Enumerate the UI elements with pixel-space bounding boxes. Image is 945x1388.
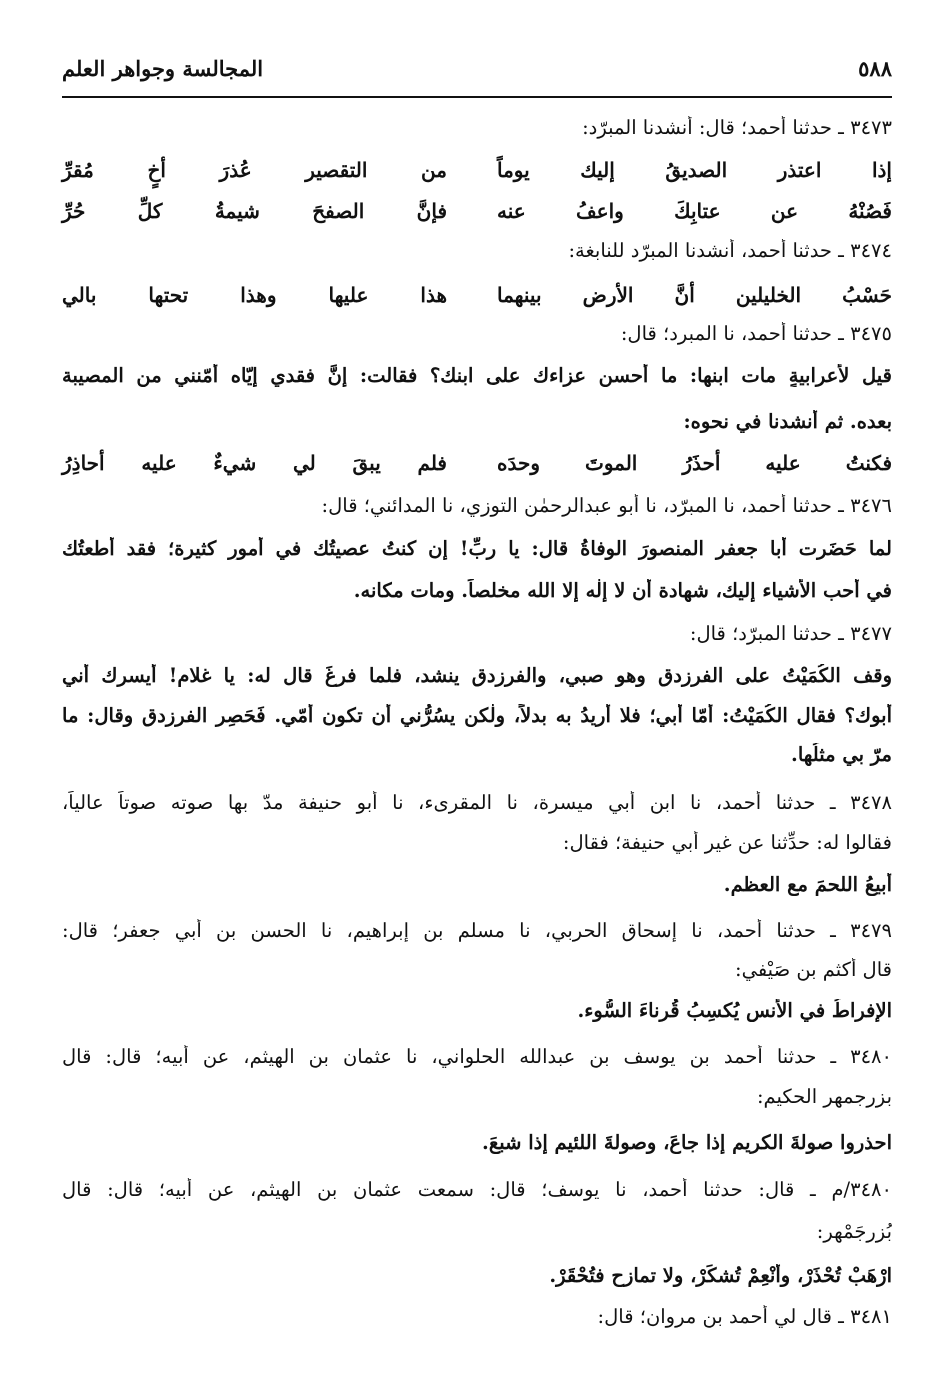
page-header [62, 52, 892, 88]
header-rule [62, 96, 892, 98]
isnad-line: ٣٤٧٩ ـ حدثنا أحمد، نا إسحاق الحربي، نا مسلم بن إبراهيم، نا الحسن بن أبي جعفر؛ قال: [62, 919, 892, 942]
isnad-line: فقالوا له: حدِّثنا عن غير أبي حنيفة؛ فقال: [562, 831, 892, 854]
text-line: مرّ بي مثلُها. [791, 743, 892, 766]
isnad-line: بزرجمهر الحكيم: [756, 1085, 892, 1108]
verse-line [62, 451, 892, 481]
verse-first-hemistich: فَصُنْهُ عن عتابِكَ واعفُ عنه [497, 199, 892, 223]
verse-line [62, 283, 892, 313]
text-line: أبوك؟ فقال الكُمَيْتُ: أمّا أبي؛ فلا أريدُ به بدلاً، ولٰكن يسُرُّني أن تكون أمّي. فَحَصِر الفرزدق وقال: ما [62, 704, 892, 727]
text-line: احذروا صولةَ الكريم إذا جاعَ، وصولةَ اللئيم إذا شبعَ. [482, 1131, 892, 1154]
text-line: وقف الكُمَيْتُ على الفرزدق وهو صبي، والفرزدق ينشد، فلما فرغَ قال له: يا غلام! أيسرك أني [62, 664, 892, 687]
text-line: لما حَضَرت أبا جعفر المنصورَ الوفاةُ قال: يا ربِّ! إن كنتُ عصيتُك في أمورٍ كثيرة؛ فقد أطعتُك [62, 537, 892, 560]
verse-second-hemistich: هذا عليها وهذا تحتها بالي [62, 283, 447, 307]
text-line: قيل لأعرابيةٍ مات ابنها: ما أحسن عزاءك على ابنك؟ فقالت: إنَّ فقدي إيّاه أمّنني من المصيبة [62, 364, 892, 387]
verse-first-hemistich: فكنتُ عليه أحذَرُ الموتَ وحدَه [497, 451, 892, 475]
text-line: في أحب الأشياء إليك، شهادة أن لا إلٰه إلا الله مخلصاً. ومات مكانه. [353, 579, 892, 602]
isnad-line: ٣٤٨٠/م ـ قال: حدثنا أحمد، نا يوسف؛ قال: سمعت عثمان بن الهيثم، عن أبيه؛ قال: قال [62, 1178, 892, 1201]
text-line: بعده. ثم أنشدنا في نحوه: [683, 410, 892, 433]
isnad-line: ٣٤٧٧ ـ حدثنا المبرّد؛ قال: [689, 622, 892, 645]
isnad-line: قال أكثم بن صَيْفي: [735, 958, 892, 981]
isnad-line: ٣٤٧٣ ـ حدثنا أحمد؛ قال: أنشدنا المبرّد: [582, 116, 892, 139]
isnad-line: ٣٤٧٨ ـ حدثنا أحمد، نا ابن أبي ميسرة، نا المقرىء، نا أبو حنيفة مدّ بها صوته صوتاً عالياً، [62, 791, 892, 814]
verse-first-hemistich: إذا اعتذر الصديقُ إليك يوماً [497, 158, 892, 182]
isnad-line: ٣٤٧٦ ـ حدثنا أحمد، نا المبرّد، نا أبو عبدالرحمٰن التوزي، نا المدائني؛ قال: [321, 494, 892, 517]
isnad-line: ٣٤٧٥ ـ حدثنا أحمد، نا المبرد؛ قال: [620, 322, 892, 345]
text-line: أبيعُ اللحمَ مع العظم. [723, 873, 892, 896]
isnad-line: بُزرجَمْهر: [816, 1220, 892, 1243]
verse-second-hemistich: فإنَّ الصفحَ شيمةُ كلِّ حُرِّ [62, 199, 447, 223]
isnad-line: ٣٤٨١ ـ قال لي أحمد بن مروان؛ قال: [597, 1305, 892, 1328]
text-line: الإفراطُ في الأنس يُكسِبُ قُرناءَ السُّوء. [577, 999, 892, 1022]
verse-second-hemistich: فلم يبقَ لي شيءٌ عليه أحاذِرُ [62, 451, 447, 475]
verse-second-hemistich: من التقصير عُذرَ أخٍ مُقرِّ [62, 158, 447, 182]
isnad-line: ٣٤٨٠ ـ حدثنا أحمد بن يوسف بن عبدالله الحلواني، نا عثمان بن الهيثم، عن أبيه؛ قال: قال [62, 1045, 892, 1068]
isnad-line: ٣٤٧٤ ـ حدثنا أحمد، أنشدنا المبرّد للنابغة: [568, 239, 892, 262]
verse-line [62, 199, 892, 229]
verse-first-hemistich: حَسْبُ الخليلين أنَّ الأرض بينهما [497, 283, 892, 307]
page-number: ٥٨٨ [858, 56, 892, 81]
verse-line [62, 158, 892, 188]
book-title: المجالسة وجواهر العلم [62, 56, 264, 81]
text-line: ارْهَبْ تُحْذَرْ، وأنْعِمْ تُشكَرْ، ولا تمازِح فتُحْقَرْ. [549, 1264, 892, 1287]
